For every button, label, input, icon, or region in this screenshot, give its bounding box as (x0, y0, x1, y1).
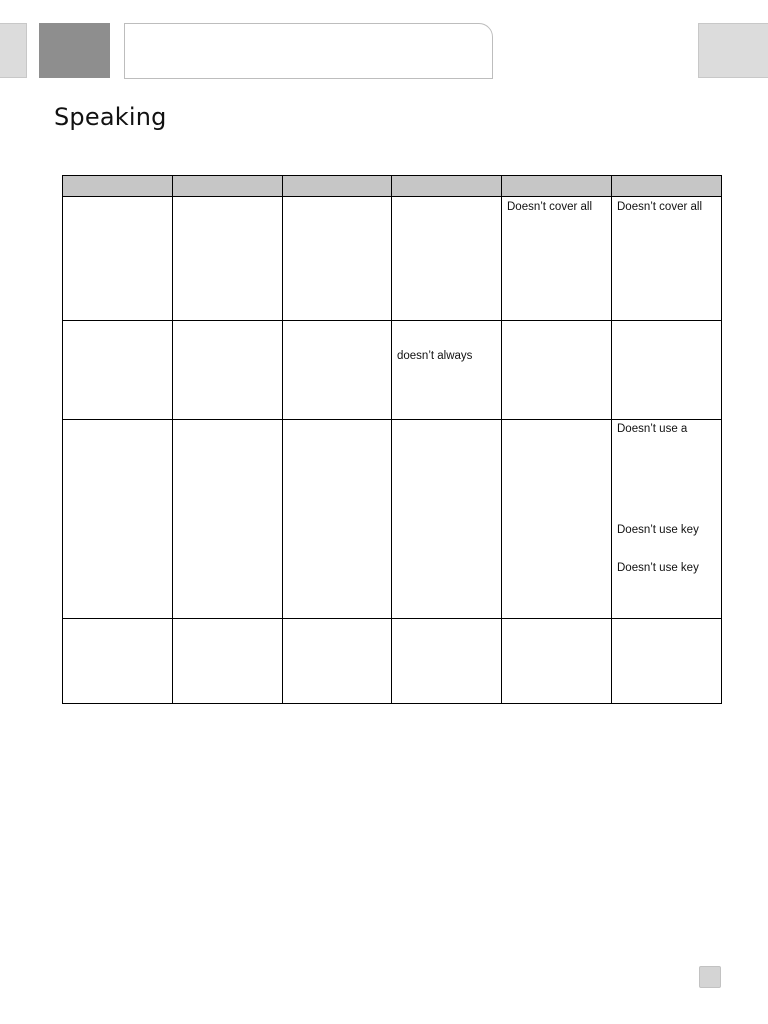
unit-title-box (124, 23, 493, 79)
unit-number-block (39, 23, 110, 78)
table-cell (283, 197, 392, 321)
table-cell (63, 619, 173, 704)
table-cell (612, 197, 722, 321)
table-cell (392, 619, 502, 704)
table-row (63, 420, 722, 619)
table-row (63, 619, 722, 704)
cell-text: Doesn’t cover all (507, 201, 593, 213)
cell-text: Doesn’t cover all (617, 201, 703, 213)
table-cell (173, 197, 283, 321)
cell-text: Doesn’t use key (617, 562, 699, 574)
cell-text: Doesn’t use a (617, 423, 688, 435)
table-row (63, 197, 722, 321)
table-cell (502, 619, 612, 704)
cell-text: Doesn’t use key (617, 524, 699, 536)
table-cell (283, 619, 392, 704)
table-cell (502, 197, 612, 321)
table-cell (63, 321, 173, 420)
table-cell (173, 420, 283, 619)
header-cell (63, 176, 173, 197)
left-margin-tab (0, 23, 27, 78)
table-header-row (63, 176, 722, 197)
speaking-rubric-table (62, 175, 722, 704)
table-cell (612, 619, 722, 704)
right-margin-tab (698, 23, 768, 78)
table-cell (392, 197, 502, 321)
header-cell (392, 176, 502, 197)
table-cell (502, 321, 612, 420)
table-cell (612, 420, 722, 619)
section-heading: Speaking (54, 103, 167, 131)
table-cell (612, 321, 722, 420)
table-cell (63, 420, 173, 619)
header-cell (612, 176, 722, 197)
cell-text: doesn’t always (397, 350, 473, 362)
page-number-badge (699, 966, 721, 988)
table-cell (392, 321, 502, 420)
table-cell (392, 420, 502, 619)
table-row (63, 321, 722, 420)
table-cell (283, 321, 392, 420)
table-cell (502, 420, 612, 619)
header-cell (502, 176, 612, 197)
table-cell (173, 321, 283, 420)
table-cell (283, 420, 392, 619)
header-cell (173, 176, 283, 197)
table-cell (63, 197, 173, 321)
table-cell (173, 619, 283, 704)
header-cell (283, 176, 392, 197)
